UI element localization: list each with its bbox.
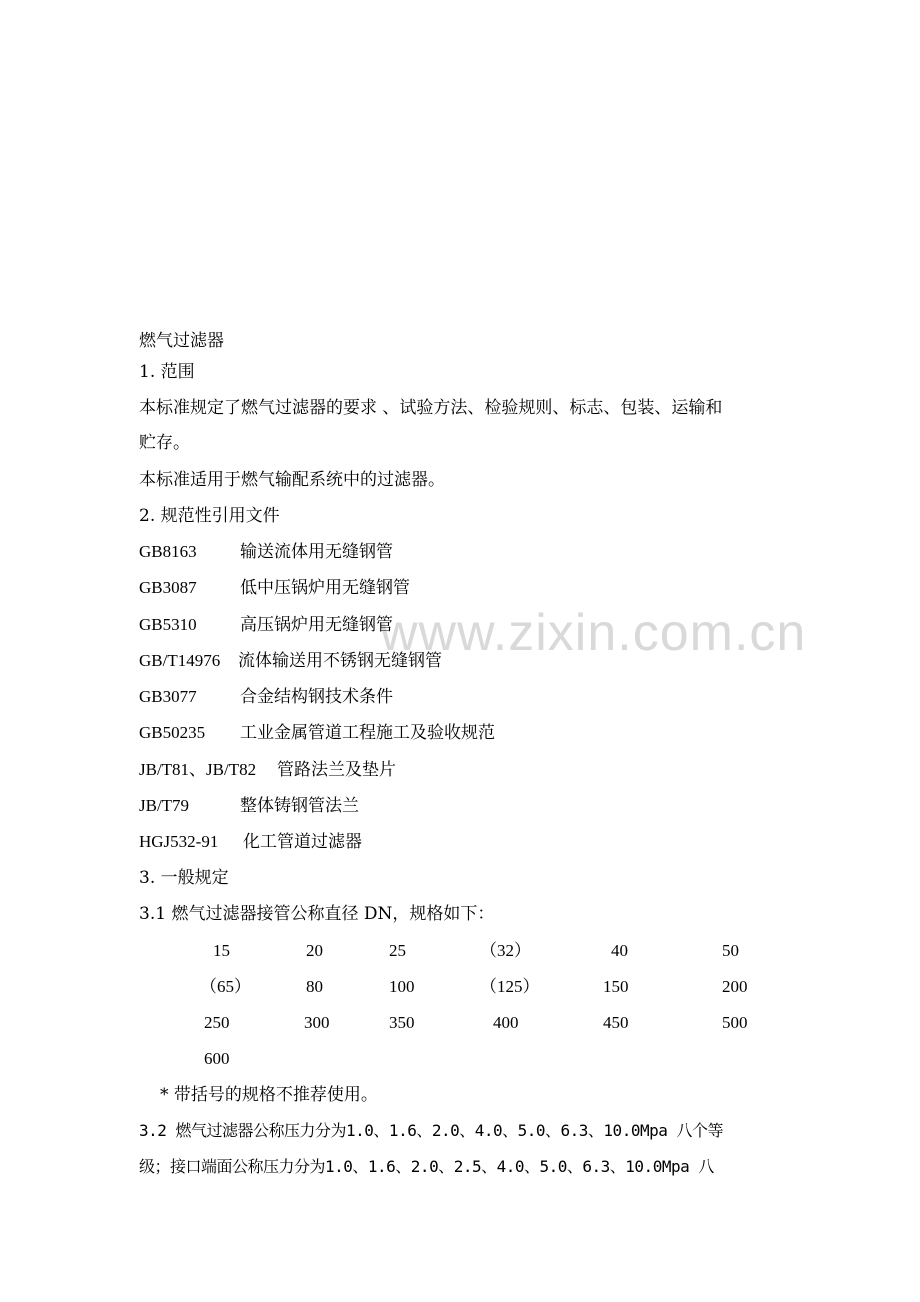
dn-size-cell: 80	[306, 977, 323, 996]
section-1-paragraph-1-line-2: 贮存。	[139, 433, 190, 453]
reference-code: GB3077	[139, 687, 197, 706]
reference-item	[139, 831, 362, 853]
dn-size-cell: 250	[204, 1013, 230, 1032]
dn-size-cell: 15	[213, 941, 230, 960]
dn-size-cell: 300	[304, 1013, 330, 1032]
reference-item	[139, 650, 442, 672]
reference-title: 输送流体用无缝钢管	[240, 542, 393, 562]
reference-title: 合金结构钢技术条件	[240, 687, 393, 707]
dn-size-cell: 350	[389, 1013, 415, 1032]
document-title: 燃气过滤器	[139, 331, 224, 351]
dn-size-cell: 50	[722, 941, 739, 960]
reference-code: GB3087	[139, 578, 197, 597]
reference-item	[139, 577, 410, 599]
section-2-heading: 2. 规范性引用文件	[139, 506, 280, 526]
dn-size-cell: 200	[722, 977, 748, 996]
reference-item	[139, 614, 393, 636]
dn-size-cell: （32）	[480, 941, 531, 960]
reference-code: JB/T81、JB/T82	[139, 760, 257, 779]
dn-size-cell: 500	[722, 1013, 748, 1032]
dn-size-cell: 150	[603, 977, 629, 996]
reference-title: 整体铸钢管法兰	[240, 796, 359, 816]
dn-size-cell: 400	[493, 1013, 519, 1032]
reference-item	[139, 686, 393, 708]
dn-size-cell: 600	[204, 1049, 230, 1068]
reference-title: 流体输送用不锈钢无缝钢管	[238, 651, 442, 671]
section-1-paragraph-1-line-1: 本标准规定了燃气过滤器的要求 、试验方法、检验规则、标志、包装、运输和	[139, 398, 723, 418]
reference-code: GB5310	[139, 615, 197, 634]
dn-size-cell: （125）	[480, 977, 540, 996]
section-1-paragraph-2: 本标准适用于燃气输配系统中的过滤器。	[139, 470, 445, 490]
reference-item	[139, 541, 393, 563]
reference-title: 工业金属管道工程施工及验收规范	[240, 723, 495, 743]
reference-code: GB/T14976	[139, 651, 221, 670]
reference-code: JB/T79	[139, 796, 190, 815]
reference-title: 化工管道过滤器	[243, 832, 362, 852]
reference-code: GB8163	[139, 542, 197, 561]
reference-title: 管路法兰及垫片	[277, 760, 396, 780]
dn-size-cell: 40	[611, 941, 628, 960]
dn-note: * 带括号的规格不推荐使用。	[160, 1085, 378, 1105]
dn-size-cell: 450	[603, 1013, 629, 1032]
reference-title: 高压锅炉用无缝钢管	[240, 615, 393, 635]
reference-item	[139, 795, 359, 817]
reference-title: 低中压锅炉用无缝钢管	[240, 578, 410, 598]
section-3-2-line-2: 级；接口端面公称压力分为1.0、1.6、2.0、2.5、4.0、5.0、6.3、10.0Mpa 八	[139, 1157, 714, 1176]
reference-code: HGJ532-91	[139, 832, 219, 851]
reference-item	[139, 759, 396, 781]
watermark-text: www.zixin.com.cn	[380, 604, 807, 662]
reference-item	[139, 722, 495, 744]
dn-size-cell: （65）	[200, 977, 251, 996]
section-1-heading: 1. 范围	[139, 362, 195, 382]
dn-size-cell: 100	[389, 977, 415, 996]
section-3-1-text: 3.1 燃气过滤器接管公称直径 DN，规格如下：	[139, 904, 495, 924]
dn-size-cell: 25	[389, 941, 406, 960]
dn-size-cell: 20	[306, 941, 323, 960]
section-3-2-line-1: 3.2 燃气过滤器公称压力分为1.0、1.6、2.0、4.0、5.0、6.3、10.0Mpa 八个等	[139, 1121, 723, 1140]
reference-code: GB50235	[139, 723, 206, 742]
section-3-heading: 3. 一般规定	[139, 868, 229, 888]
